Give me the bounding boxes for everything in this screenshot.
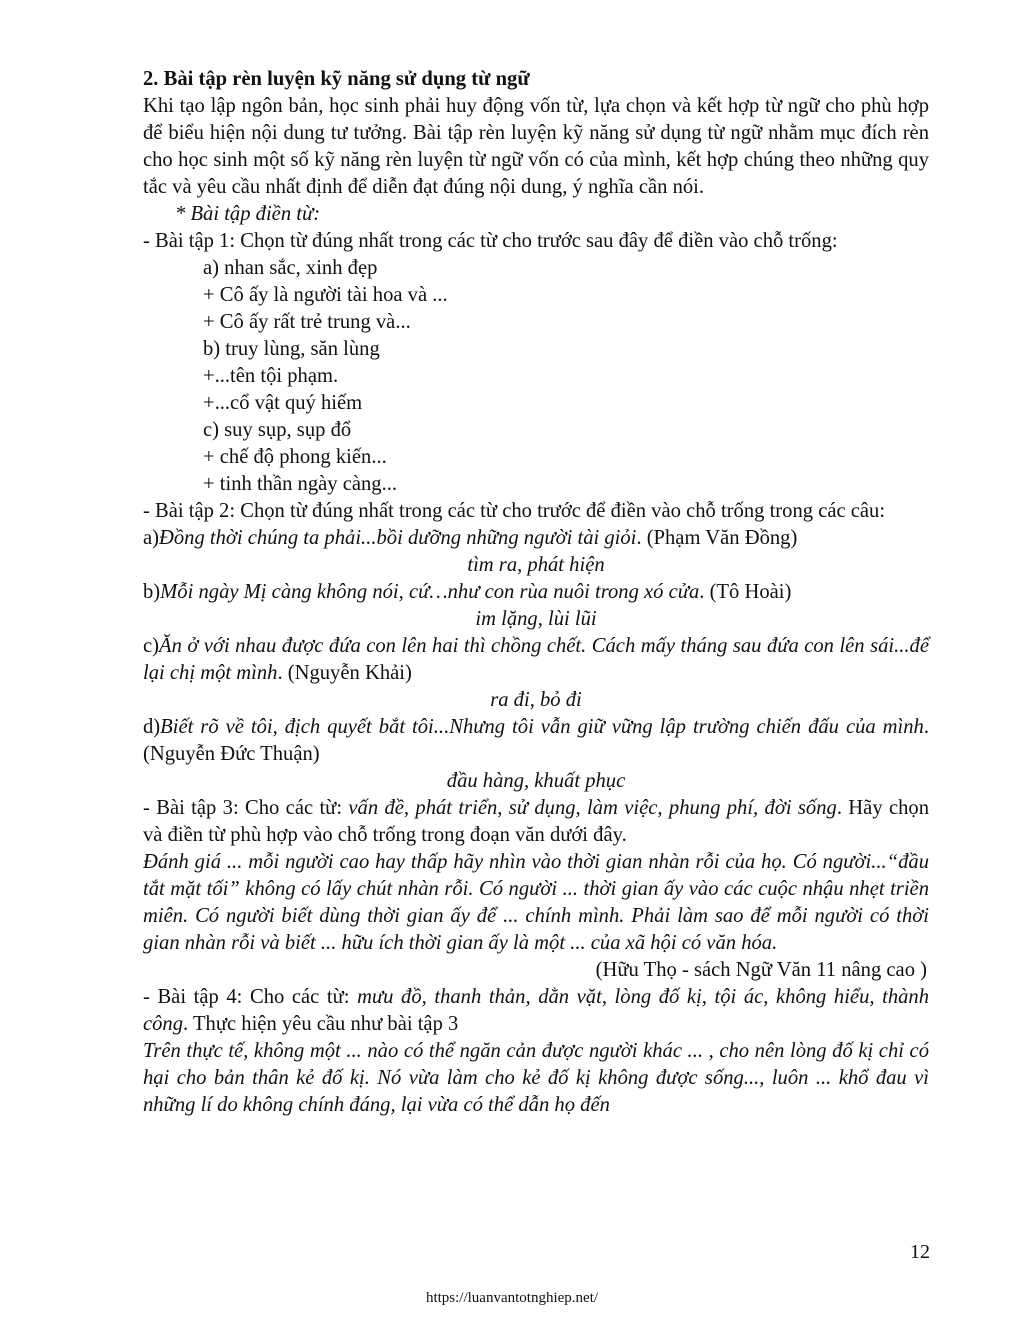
exercise-3-citation: (Hữu Thọ - sách Ngữ Văn 11 nâng cao )	[595, 959, 927, 981]
exercise-3-passage: Đánh giá ... mỗi người cao hay thấp hãy nhìn vào thời gian nhàn rỗi của họ. Có người...“đầu tắt mặt tối” không có lấy chút nhàn rỗi. Có người ... thời gian ấy vào các cuộc nhậu nhẹt triền miên. Có người biết dùng thời gian ấy để ... chính mình. Phải làm sao để mỗi người có thời gian nhàn rỗi và biết ... hữu ích thời gian ấy là một ... của xã hội có văn hóa.	[143, 851, 929, 954]
intro-paragraph: Khi tạo lập ngôn bản, học sinh phải huy động vốn từ, lựa chọn và kết hợp từ ngữ cho phù hợp để biểu hiện nội dung tư tưởng. Bài tập rèn luyện kỹ năng sử dụng từ ngữ nhằm mục đích rèn cho học sinh một số kỹ năng rèn luyện từ ngữ vốn có của mình, kết hợp chúng theo những quy tắc và yêu cầu nhất định để diễn đạt đúng nội dung, ý nghĩa cần nói.	[143, 95, 929, 198]
exercise-1-list	[143, 255, 929, 498]
list-item: + Cô ấy là người tài hoa và ...	[203, 284, 448, 306]
exercise-2-options-d: đầu hàng, khuất phục	[446, 770, 626, 792]
exercise-2-prompt: - Bài tập 2: Chọn từ đúng nhất trong các từ cho trước để điền vào chỗ trống trong các câu:	[143, 500, 886, 522]
exercise-2-item-d: d)Biết rõ về tôi, địch quyết bắt tôi...Nhưng tôi vẫn giữ vững lập trường chiến đấu của mình. (Nguyễn Đức Thuận)	[143, 716, 929, 765]
list-item: +...tên tội phạm.	[203, 365, 339, 387]
list-item: a) nhan sắc, xinh đẹp	[203, 257, 378, 279]
page-number: 12	[910, 1241, 930, 1263]
exercise-4-prompt: - Bài tập 4: Cho các từ: mưu đồ, thanh thản, dằn vặt, lòng đố kị, tội ác, không hiểu, thành công. Thực hiện yêu cầu như bài tập 3	[143, 986, 930, 1035]
list-item: +...cổ vật quý hiếm	[203, 392, 363, 414]
exercise-2-item-c: c)Ăn ở với nhau được đứa con lên hai thì chồng chết. Cách mấy tháng sau đứa con lên sái...để lại chị một mình. (Nguyễn Khải)	[143, 635, 929, 684]
exercise-2-options-a: tìm ra, phát hiện	[467, 554, 605, 576]
exercise-1-prompt: - Bài tập 1: Chọn từ đúng nhất trong các từ cho trước sau đây để điền vào chỗ trống:	[143, 230, 838, 252]
exercise-2-item-b: b)Mỗi ngày Mị càng không nói, cứ…như con rùa nuôi trong xó cửa. (Tô Hoài)	[143, 581, 792, 603]
exercise-2-options-b: im lặng, lùi lũi	[475, 608, 597, 630]
list-item: + tinh thần ngày càng...	[203, 473, 398, 495]
exercise-4-passage: Trên thực tế, không một ... nào có thể ngăn cản được người khác ... , cho nên lòng đố kị chỉ có hại cho bản thân kẻ đố kị. Nó vừa làm cho kẻ đố kị không được sống..., luôn ... khổ đau vì những lí do không chính đáng, lại vừa có thể dẫn họ đến	[143, 1040, 929, 1116]
section-heading: 2. Bài tập rèn luyện kỹ năng sử dụng từ ngữ	[143, 68, 530, 90]
exercise-subheading: * Bài tập điền từ:	[175, 203, 321, 225]
list-item: + Cô ấy rất trẻ trung và...	[203, 311, 411, 333]
exercise-3-prompt: - Bài tập 3: Cho các từ: vấn đề, phát triển, sử dụng, làm việc, phung phí, đời sống. Hãy chọn và điền từ phù hợp vào chỗ trống trong đoạn văn dưới đây.	[143, 797, 929, 846]
list-item: + chế độ phong kiến...	[203, 446, 387, 468]
list-item: c) suy sụp, sụp đổ	[203, 419, 352, 441]
exercise-2-options-c: ra đi, bỏ đi	[490, 689, 582, 711]
document-body	[143, 66, 929, 1119]
exercise-2-item-a: a)Đồng thời chúng ta phải...bồi dưỡng những người tài giỏi. (Phạm Văn Đồng)	[143, 527, 798, 549]
footer-url: https://luanvantotnghiep.net/	[425, 1290, 599, 1306]
list-item: b) truy lùng, săn lùng	[203, 338, 380, 360]
